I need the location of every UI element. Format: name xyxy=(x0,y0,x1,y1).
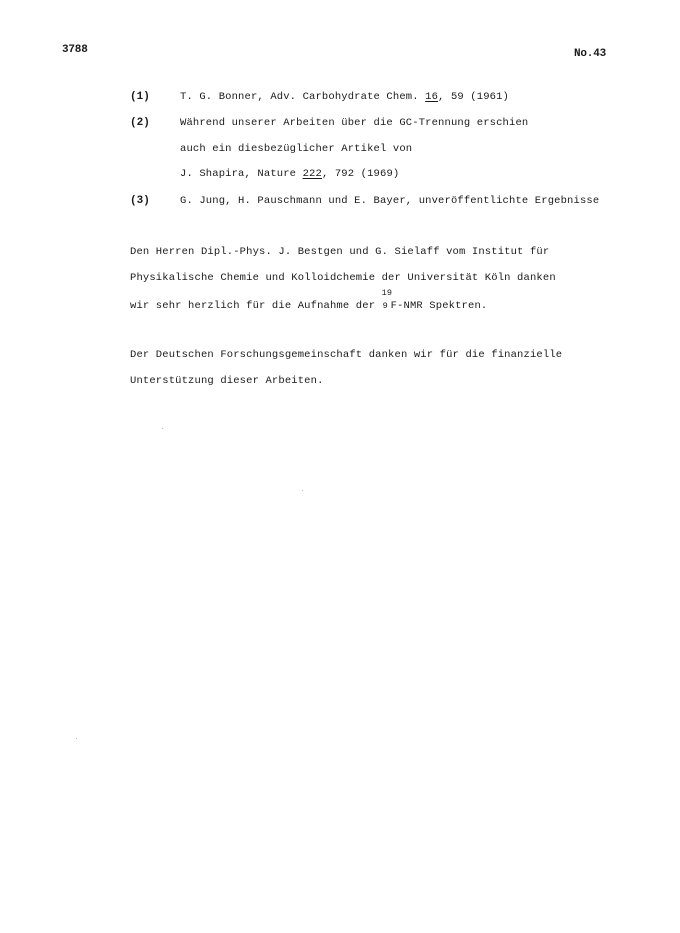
scan-speck xyxy=(76,738,77,739)
reference-2-pages: , 792 (1969) xyxy=(321,168,400,180)
reference-1 xyxy=(180,91,509,103)
isotope-atomic-number: 9 xyxy=(382,301,388,311)
isotope-mass-number: 19 xyxy=(381,288,393,298)
acknowledgement-2-line-1: Der Deutschen Forschungsgemeinschaft danken wir für die finanzielle xyxy=(130,349,563,361)
acknowledgement-1-line-1: Den Herren Dipl.-Phys. J. Bestgen und G. Sielaff vom Institut für xyxy=(130,246,550,258)
reference-1-volume: 16 xyxy=(425,91,439,103)
reference-1-text: T. G. Bonner, Adv. Carbohydrate Chem. xyxy=(180,91,426,103)
scan-speck xyxy=(302,490,303,491)
reference-label-3: (3) xyxy=(130,195,150,207)
reference-3: G. Jung, H. Pauschmann und E. Bayer, unveröffentlichte Ergebnisse xyxy=(180,195,600,207)
acknowledgement-1-line-3-end: F-NMR Spektren. xyxy=(390,300,488,312)
reference-1-pages: , 59 (1961) xyxy=(438,91,510,103)
reference-2-line-1: Während unserer Arbeiten über die GC-Trennung erschien xyxy=(180,117,529,129)
scan-speck xyxy=(162,428,163,429)
reference-2-volume: 222 xyxy=(302,168,322,180)
acknowledgement-1-line-3 xyxy=(130,288,488,312)
issue-number: No.43 xyxy=(574,48,607,60)
acknowledgement-1-line-2: Physikalische Chemie und Kolloidchemie der Universität Köln danken xyxy=(130,272,556,284)
isotope-notation xyxy=(381,288,393,311)
acknowledgement-1-line-3-start: wir sehr herzlich für die Aufnahme der xyxy=(130,300,382,312)
reference-2-line-3 xyxy=(180,168,399,180)
reference-2-citation: J. Shapira, Nature xyxy=(180,168,303,180)
reference-2-line-2: auch ein diesbezüglicher Artikel von xyxy=(180,143,413,155)
acknowledgement-2-line-2: Unterstützung dieser Arbeiten. xyxy=(130,375,324,387)
reference-label-2: (2) xyxy=(130,117,150,129)
page-number: 3788 xyxy=(62,44,88,56)
reference-label-1: (1) xyxy=(130,91,150,103)
